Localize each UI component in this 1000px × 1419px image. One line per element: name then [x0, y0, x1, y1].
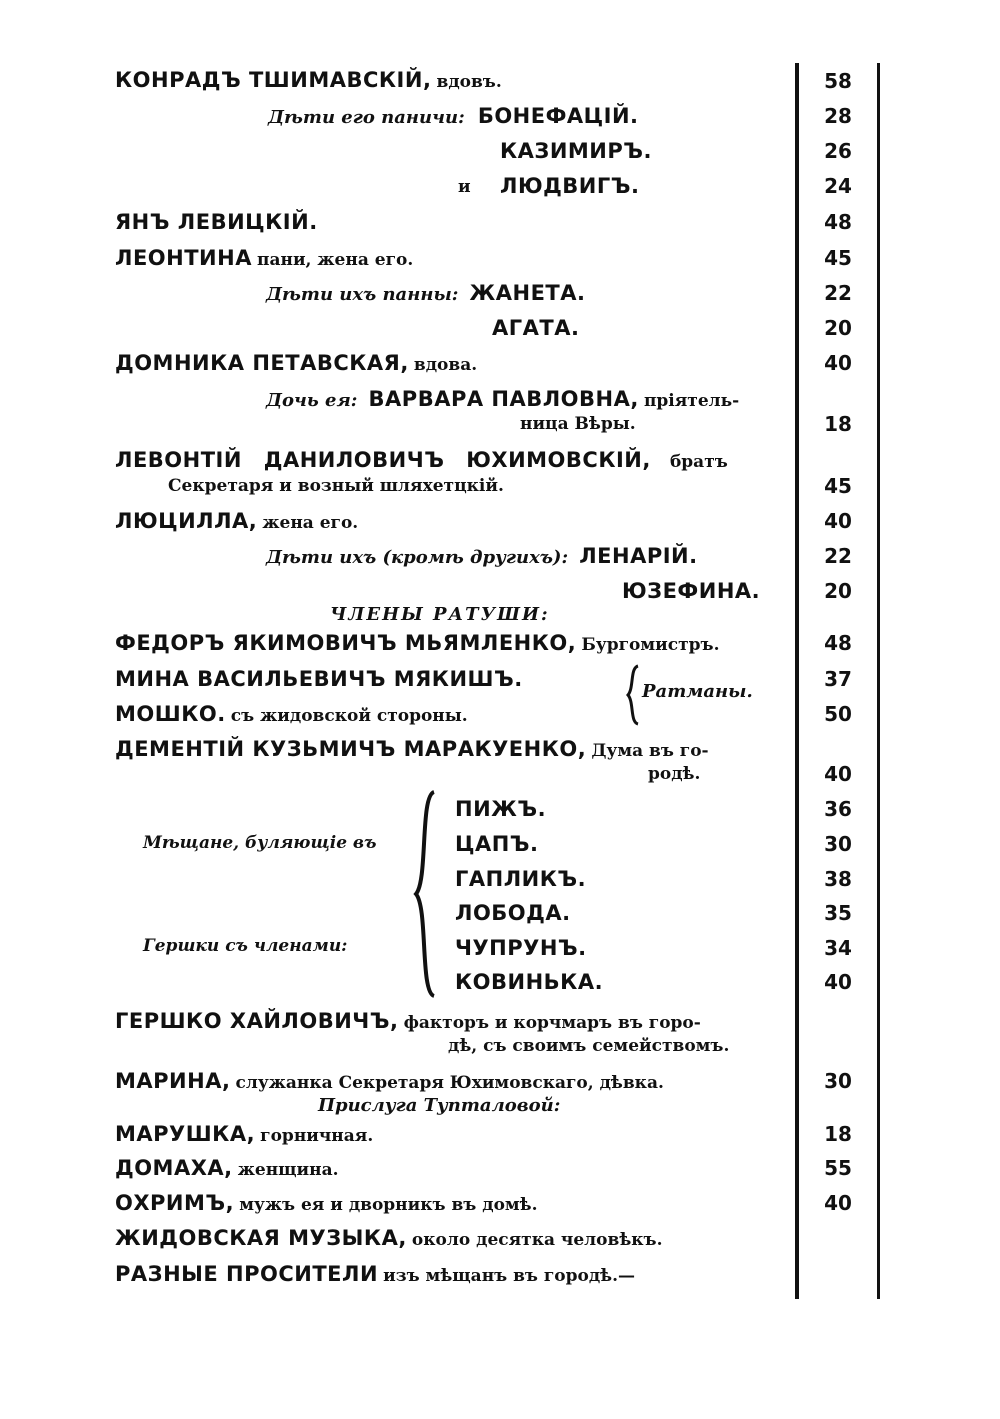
age: 45: [824, 474, 852, 498]
character-name: ЛОБОДА.: [455, 901, 571, 925]
conjunction: и: [458, 177, 471, 197]
age: 37: [824, 667, 852, 691]
age-column-rule-right: [877, 63, 880, 1299]
age: 18: [824, 412, 852, 436]
character-name: РАЗНЫЕ ПРОСИТЕЛИ: [115, 1262, 379, 1286]
character-desc: братъ: [669, 452, 728, 472]
age: 55: [824, 1156, 852, 1180]
entry-bonefaciy: [268, 106, 639, 127]
character-name: ГЕРШКО ХАЙЛОВИЧЪ,: [115, 1009, 399, 1033]
entry-moshko: [115, 704, 468, 725]
section-heading-ratusha: ЧЛЕНЫ РАТУШИ:: [330, 604, 550, 625]
age: 58: [824, 69, 852, 93]
character-name: ДЕМЕНТІЙ КУЗЬМИЧЪ МАРАКУЕНКО,: [115, 737, 587, 761]
age: 20: [824, 579, 852, 603]
age: 50: [824, 702, 852, 726]
group-label: Дѣти ихъ панны:: [266, 284, 459, 305]
character-name: ЦАПЪ.: [455, 832, 539, 856]
character-desc-cont: ница Вѣры.: [520, 414, 636, 434]
age: 26: [824, 139, 852, 163]
character-name: ГАПЛИКЪ.: [455, 867, 587, 891]
entry-muzyka: [115, 1228, 663, 1249]
entry-marushka: [115, 1124, 373, 1145]
entry-duma: [115, 739, 709, 760]
entry-gershko: [115, 1011, 701, 1032]
character-name: КАЗИМИРЪ.: [500, 139, 652, 163]
brace-meshchane: [410, 790, 438, 998]
character-name: МАРИНА,: [115, 1069, 231, 1093]
age: 28: [824, 104, 852, 128]
character-desc-cont: Секретаря и возный шляхетцкій.: [168, 476, 504, 496]
character-name: ДОМНИКА ПЕТАВСКАЯ,: [115, 351, 409, 375]
character-name: ЖИДОВСКАЯ МУЗЫКА,: [115, 1226, 407, 1250]
age: 30: [824, 832, 852, 856]
age: 40: [824, 762, 852, 786]
age: 40: [824, 970, 852, 994]
entry-varvara: [266, 389, 739, 410]
character-name: ЯНЪ ЛЕВИЦКІЙ.: [115, 210, 318, 234]
character-desc: служанка Секретаря Юхимовскаго, дѣвка.: [235, 1073, 664, 1093]
character-name: БОНЕФАЦІЙ.: [477, 104, 639, 128]
age: 45: [824, 246, 852, 270]
brace-ratmany: [624, 664, 642, 726]
character-desc: около десятка человѣкъ.: [411, 1230, 663, 1250]
group-label: Дѣти ихъ (кромѣ другихъ):: [266, 547, 569, 568]
age: 38: [824, 867, 852, 891]
age: 40: [824, 509, 852, 533]
character-name: ПИЖЪ.: [455, 797, 547, 821]
age: 22: [824, 281, 852, 305]
character-name: КОВИНЬКА.: [455, 970, 604, 994]
age: 30: [824, 1069, 852, 1093]
group-label-meshchane: Мѣщане, буляющіе въ: [143, 833, 377, 853]
character-desc: женщина.: [237, 1160, 339, 1180]
entry-lyucilla: [115, 511, 358, 532]
group-label: Дочь ея:: [266, 390, 358, 411]
character-name: ЛЕОНТИНА: [115, 246, 252, 270]
character-name: АГАТА.: [492, 316, 580, 340]
entry-leontina: [115, 248, 413, 269]
age: 24: [824, 174, 852, 198]
character-desc: жена его.: [262, 513, 359, 533]
age: 34: [824, 936, 852, 960]
character-name: ЛЕНАРІЙ.: [579, 544, 698, 568]
character-desc: вдовъ.: [436, 72, 502, 92]
age: 18: [824, 1122, 852, 1146]
character-name: ВАРВАРА ПАВЛОВНА,: [368, 387, 639, 411]
character-name: МИНА ВАСИЛЬЕВИЧЪ МЯКИШЪ.: [115, 667, 523, 691]
character-name: ДОМАХА,: [115, 1156, 233, 1180]
entry-domnika: [115, 353, 477, 374]
group-label: Дѣти его паничи:: [268, 107, 465, 128]
character-desc: вдова.: [413, 355, 478, 375]
age: 20: [824, 316, 852, 340]
entry-burgomistr: [115, 633, 720, 654]
section-heading-prisluga: Прислуга Тупталовой:: [318, 1095, 561, 1116]
character-desc: съ жидовской стороны.: [230, 706, 468, 726]
character-desc: изъ мѣщанъ въ городѣ.—: [383, 1266, 636, 1286]
age: 40: [824, 351, 852, 375]
group-label-ratmany: Ратманы.: [642, 681, 753, 702]
character-name: ЛЮЦИЛЛА,: [115, 509, 258, 533]
character-desc: мужъ ея и дворникъ въ домѣ.: [239, 1195, 538, 1215]
character-name: ФЕДОРЪ ЯКИМОВИЧЪ МЬЯМЛЕНКО,: [115, 631, 577, 655]
character-name: МОШКО.: [115, 702, 226, 726]
age-column-rule-left: [795, 63, 799, 1299]
character-desc: горничная.: [260, 1126, 374, 1146]
character-desc: Дума въ го-: [591, 741, 709, 761]
age: 48: [824, 210, 852, 234]
group-label-gershki: Гершки съ членами:: [143, 936, 348, 956]
character-desc-cont: родѣ.: [648, 764, 701, 784]
character-name: ЛЮДВИГЪ.: [500, 174, 640, 198]
entry-zhaneta: [266, 283, 585, 304]
entry-ohrim: [115, 1193, 538, 1214]
character-name: ЧУПРУНЪ.: [455, 936, 587, 960]
character-name: ЛЕВОНТІЙ ДАНИЛОВИЧЪ ЮХИМОВСКІЙ,: [115, 448, 651, 472]
entry-domaha: [115, 1158, 339, 1179]
entry-prositeli: [115, 1264, 635, 1285]
character-desc: факторъ и корчмаръ въ горо-: [403, 1013, 701, 1033]
character-desc: пріятель-: [643, 391, 740, 411]
character-desc: Бургомистръ.: [581, 635, 720, 655]
character-name: ОХРИМЪ,: [115, 1191, 235, 1215]
character-name: КОНРАДЪ ТШИМАВСКІЙ,: [115, 68, 432, 92]
character-desc: пани, жена его.: [257, 250, 414, 270]
entry-lenariy: [266, 546, 698, 567]
entry-marina: [115, 1071, 664, 1092]
age: 35: [824, 901, 852, 925]
character-name: МАРУШКА,: [115, 1122, 256, 1146]
age: 22: [824, 544, 852, 568]
character-name: ЮЗЕФИНА.: [622, 579, 761, 603]
character-name: ЖАНЕТА.: [469, 281, 586, 305]
age: 48: [824, 631, 852, 655]
character-desc-cont: дѣ, съ своимъ семействомъ.: [448, 1036, 730, 1056]
entry-levontiy: [115, 450, 728, 471]
entry-konrad: [115, 70, 502, 91]
age: 40: [824, 1191, 852, 1215]
age: 36: [824, 797, 852, 821]
